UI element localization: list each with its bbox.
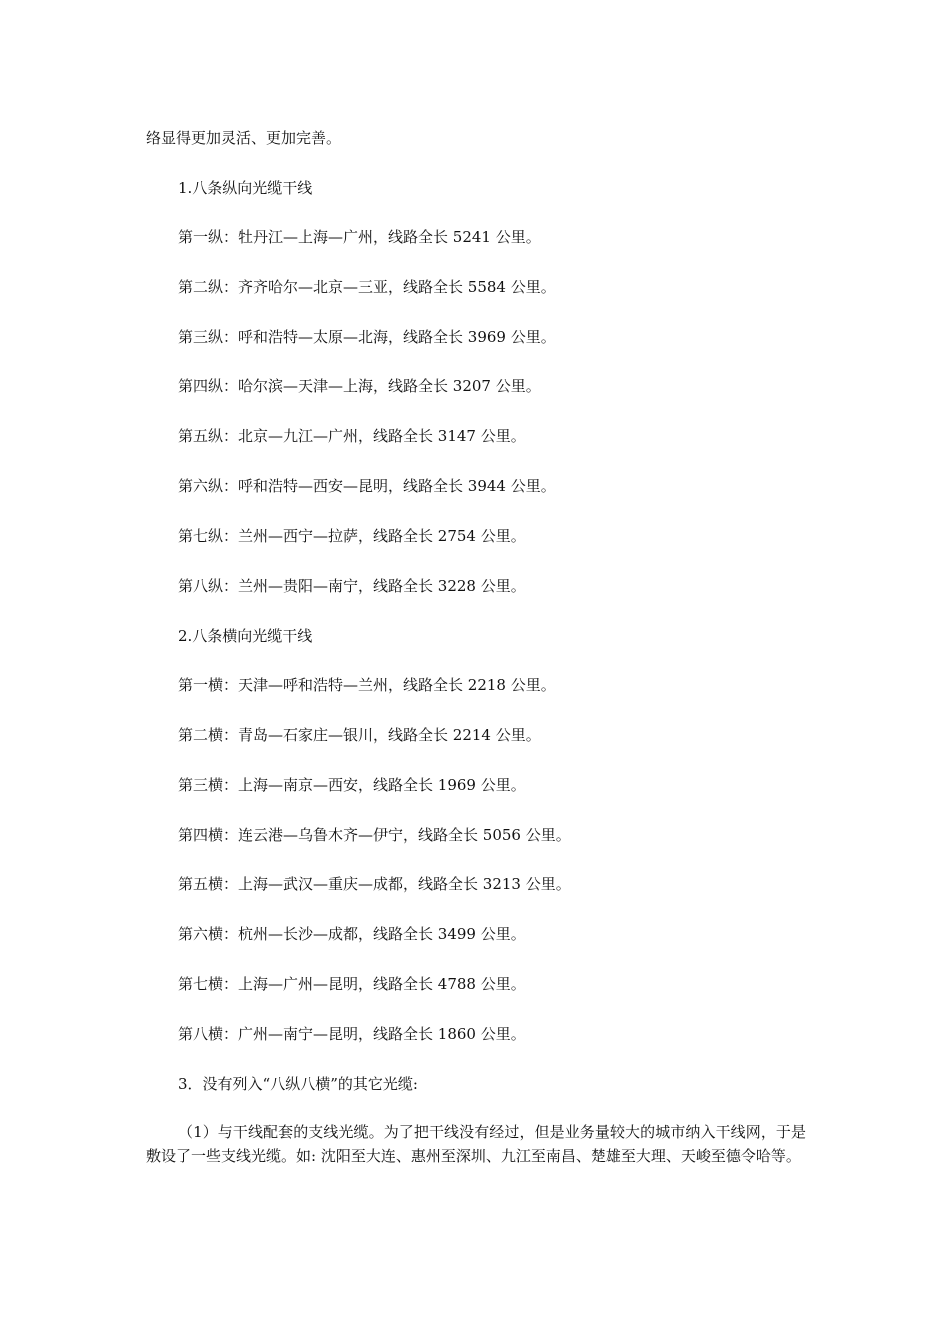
section3-paragraph: （1）与干线配套的支线光缆。为了把干线没有经过，但是业务量较大的城市纳入干线网，于是敷设了一些支线光缆。如: 沈阳至大连、惠州至深圳、九江至南昌、楚雄至大理、天峻至德令哈等。 — [146, 1123, 806, 1165]
list-item: 第二纵：齐齐哈尔—北京—三亚，线路全长 5584 公里。 — [178, 278, 556, 296]
list-item: 第一横：天津—呼和浩特—兰州，线路全长 2218 公里。 — [178, 676, 556, 694]
list-item: 第八纵：兰州—贵阳—南宁，线路全长 3228 公里。 — [178, 577, 526, 595]
list-item: 第六横：杭州—长沙—成都，线路全长 3499 公里。 — [178, 925, 526, 943]
list-item: 第七纵：兰州—西宁—拉萨，线路全长 2754 公里。 — [178, 527, 526, 545]
intro-continuation: 络显得更加灵活、更加完善。 — [146, 129, 342, 147]
section1-heading: 1.八条纵向光缆干线 — [178, 179, 313, 197]
list-item: 第二横：青岛—石家庄—银川，线路全长 2214 公里。 — [178, 726, 541, 744]
list-item: 第六纵：呼和浩特—西安—昆明，线路全长 3944 公里。 — [178, 477, 556, 495]
list-item: 第三横：上海—南京—西安，线路全长 1969 公里。 — [178, 776, 526, 794]
list-item: 第三纵：呼和浩特—太原—北海，线路全长 3969 公里。 — [178, 328, 556, 346]
section2-heading: 2.八条横向光缆干线 — [178, 627, 313, 645]
list-item: 第四横：连云港—乌鲁木齐—伊宁，线路全长 5056 公里。 — [178, 826, 571, 844]
list-item: 第一纵：牡丹江—上海—广州，线路全长 5241 公里。 — [178, 228, 541, 246]
list-item: 第七横：上海—广州—昆明，线路全长 4788 公里。 — [178, 975, 526, 993]
section3-heading: 3．没有列入“八纵八横”的其它光缆: — [178, 1075, 418, 1093]
list-item: 第八横：广州—南宁—昆明，线路全长 1860 公里。 — [178, 1025, 526, 1043]
list-item: 第四纵：哈尔滨—天津—上海，线路全长 3207 公里。 — [178, 377, 541, 395]
list-item: 第五纵：北京—九江—广州，线路全长 3147 公里。 — [178, 427, 526, 445]
list-item: 第五横：上海—武汉—重庆—成都，线路全长 3213 公里。 — [178, 875, 571, 893]
